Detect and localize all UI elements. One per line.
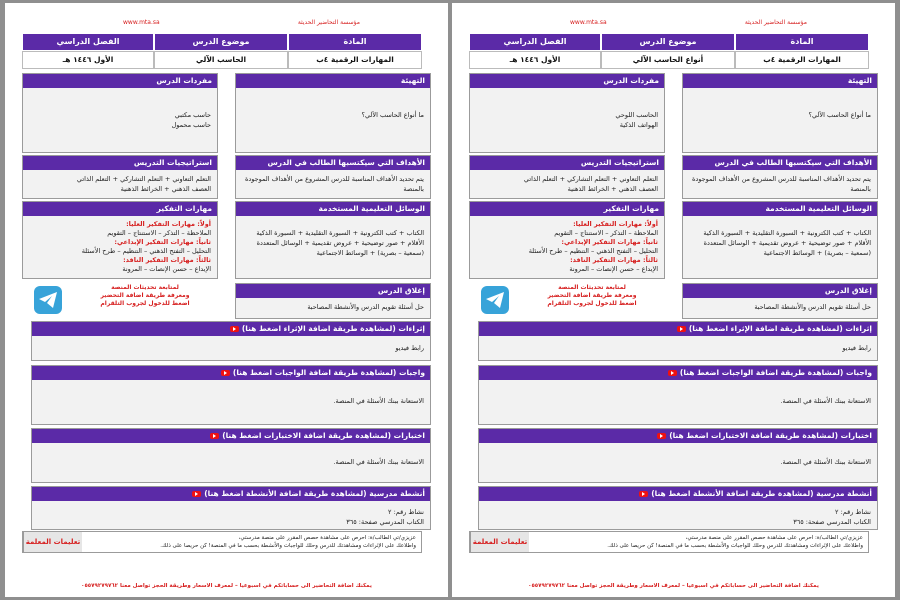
goals-box [682, 155, 878, 199]
homework-box [31, 365, 431, 425]
tests-link[interactable]: (لمشاهدة طريقة اضافة الاختبارات اضغط هنا) [669, 431, 839, 440]
enrich-box [31, 321, 431, 361]
top-line [452, 17, 895, 31]
enrich-box [478, 321, 878, 361]
strategies-box [22, 155, 218, 199]
homework-text: الاستعانة ببنك الأسئلة في المنصة. [333, 397, 424, 405]
tools-line: (سمعية – بصرية) + الوسائط الاجتماعية [763, 249, 871, 257]
tools-title: الوسائل التعليمية المستخدمة [236, 202, 430, 216]
goals-text: يتم تحديد الأهداف المناسبة للدرس المشروع من الأهداف الموجودة بالمنصة [691, 175, 871, 193]
top-line [5, 17, 448, 31]
youtube-icon[interactable] [221, 370, 230, 376]
activity-link[interactable]: (لمشاهدة طريقة اضافة الأنشطة اضغط هنا) [651, 489, 814, 498]
tests-text: الاستعانة ببنك الأسئلة في المنصة. [333, 458, 424, 466]
goals-box [235, 155, 431, 199]
term-header: الفصل الدراسي [469, 33, 601, 51]
intro-box [682, 73, 878, 153]
org-name: مؤسسة التحاضير الحديثة [297, 19, 360, 26]
strategies-line: التعلم التعاوني + التعلم التشاركي + التعلم الذاتي [523, 175, 658, 183]
subject-header: المادة [735, 33, 869, 51]
term-value: الأول ١٤٤٦ هـ [469, 51, 601, 69]
youtube-icon[interactable] [677, 326, 686, 332]
thinking-title: مهارات التفكير [23, 202, 217, 216]
telegram-icon[interactable] [481, 286, 509, 314]
tests-text: الاستعانة ببنك الأسئلة في المنصة. [780, 458, 871, 466]
youtube-icon[interactable] [657, 433, 666, 439]
vocab-item: الهواتف الذكية [619, 121, 658, 129]
enrich-bar [479, 322, 877, 336]
homework-bar [479, 366, 877, 380]
activity-line: الكتاب المدرسي صفحة: ٣٦٥ [793, 518, 871, 526]
info-table [469, 33, 869, 69]
closing-text: حل أسئلة تقويم الدرس والأنشطة المصاحبة [307, 303, 424, 311]
topic-header: موضوع الدرس [154, 33, 288, 51]
closing-box [682, 283, 878, 319]
activity-title: أنشطة مدرسية [369, 489, 425, 498]
subject-value: المهارات الرقمية ٤ب [288, 51, 422, 69]
vocab-item: الحاسب اللوحي [615, 111, 658, 119]
thinking-box [469, 201, 665, 279]
tools-line: الكتاب + كتب الكترونية + السبورة التقليدية + السبورة الذكية [703, 229, 871, 237]
closing-box [235, 283, 431, 319]
notes-line: واطلاعك على الإثراءات ومشاهدتك للدرس وحلك للواجبات والأنشطة بحسب ما في المنصة! كن حريصا على ذلك. [160, 543, 416, 549]
tools-line: (سمعية – بصرية) + الوسائط الاجتماعية [316, 249, 424, 257]
notes-label: تعليمات المعلمة [23, 532, 82, 552]
lesson-page-2 [452, 3, 895, 597]
topic-value: أنواع الحاسب الآلي [601, 51, 735, 69]
thinking-text: الملاحظة – التذكر – الاستنتاج – التقويم [107, 229, 211, 237]
thinking-box [22, 201, 218, 279]
activity-title: أنشطة مدرسية [816, 489, 872, 498]
teacher-notes [22, 531, 422, 553]
homework-box [478, 365, 878, 425]
tools-title: الوسائل التعليمية المستخدمة [683, 202, 877, 216]
term-value: الأول ١٤٤٦ هـ [22, 51, 154, 69]
closing-title: إغلاق الدرس [683, 284, 877, 298]
thinking-text: الإبداع – حسن الإنصات – المرونة [122, 265, 211, 273]
notes-line: واطلاعك على الإثراءات ومشاهدتك للدرس وحلك للواجبات والأنشطة بحسب ما في المنصة! كن حريصا على ذلك. [607, 543, 863, 549]
thinking-text: التحليل – التفتح الذهني – التنظيم – طرح الأسئلة [81, 247, 211, 255]
activity-line: الكتاب المدرسي صفحة: ٣٦٥ [346, 518, 424, 526]
teacher-notes [469, 531, 869, 553]
info-table [22, 33, 422, 69]
thinking-heading: ثالثاً: مهارات التفكير الناقد: [570, 256, 658, 264]
intro-box [235, 73, 431, 153]
tests-bar [32, 429, 430, 443]
telegram-text[interactable]: لمتابعة تحديثات المنصة ومعرفة طريقة اضافة التحضير اضغط للدخول لجروب التلقرام [100, 284, 190, 307]
tests-title: اختبارات [840, 431, 872, 440]
telegram-text[interactable]: لمتابعة تحديثات المنصة ومعرفة طريقة اضافة التحضير اضغط للدخول لجروب التلقرام [547, 284, 637, 307]
lesson-page-1 [5, 3, 448, 597]
strategies-title: استراتيجيات التدريس [470, 156, 664, 170]
strategies-line: التعلم التعاوني + التعلم التشاركي + التعلم الذاتي [76, 175, 211, 183]
activity-bar [479, 487, 877, 501]
strategies-line: العصف الذهني + الخرائط الذهنية [567, 185, 658, 193]
footer-note: يمكنك اضافة التحاضير الى حساباتكم في اسبوعيا – لمعرف الاسعار وطريقة الحجز تواصل معنا ٠٥٥٧٩٢٧٩٧٦٢ [528, 583, 819, 589]
thinking-text: الإبداع – حسن الإنصات – المرونة [569, 265, 658, 273]
subject-value: المهارات الرقمية ٤ب [735, 51, 869, 69]
youtube-icon[interactable] [668, 370, 677, 376]
vocab-box [469, 73, 665, 153]
vocab-item: حاسب محمول [171, 121, 211, 129]
tools-box [235, 201, 431, 279]
enrich-bar [32, 322, 430, 336]
telegram-promo[interactable] [469, 283, 669, 319]
site-link[interactable]: www.mta.sa [570, 19, 607, 26]
vocab-box [22, 73, 218, 153]
activity-link[interactable]: (لمشاهدة طريقة اضافة الأنشطة اضغط هنا) [204, 489, 367, 498]
vocab-title: مفردات الدرس [470, 74, 664, 88]
homework-title: واجبات [845, 368, 872, 377]
goals-text: يتم تحديد الأهداف المناسبة للدرس المشروع من الأهداف الموجودة بالمنصة [244, 175, 424, 193]
homework-link[interactable]: (لمشاهدة طريقة اضافة الواجبات اضغط هنا) [232, 368, 397, 377]
youtube-icon[interactable] [230, 326, 239, 332]
enrich-text: رابط فيديو [395, 344, 424, 352]
enrich-title: إثراءات [398, 324, 425, 333]
intro-title: التهيئة [236, 74, 430, 88]
activity-box [31, 486, 431, 530]
site-link[interactable]: www.mta.sa [123, 19, 160, 26]
telegram-icon[interactable] [34, 286, 62, 314]
activity-bar [32, 487, 430, 501]
topic-header: موضوع الدرس [601, 33, 735, 51]
strategies-box [469, 155, 665, 199]
notes-line: عزيزي/تي الطالب/ة: احرص على مشاهدة حصص المقرر على منصة مدرستي، [238, 535, 416, 541]
activity-box [478, 486, 878, 530]
thinking-title: مهارات التفكير [470, 202, 664, 216]
tests-link[interactable]: (لمشاهدة طريقة اضافة الاختبارات اضغط هنا) [222, 431, 392, 440]
enrich-link[interactable]: (لمشاهدة طريقة اضافة الإثراء اضغط هنا) [241, 324, 396, 333]
thinking-heading: أولاً: مهارات التفكير العليا: [573, 220, 658, 228]
tests-box [31, 428, 431, 483]
intro-title: التهيئة [683, 74, 877, 88]
enrich-link[interactable]: (لمشاهدة طريقة اضافة الإثراء اضغط هنا) [688, 324, 843, 333]
vocab-item: حاسب مكتبي [174, 111, 211, 119]
tests-box [478, 428, 878, 483]
homework-text: الاستعانة ببنك الأسئلة في المنصة. [780, 397, 871, 405]
thinking-heading: ثانياً: مهارات التفكير الإبداعي: [114, 238, 211, 246]
thinking-text: الملاحظة – التذكر – الاستنتاج – التقويم [554, 229, 658, 237]
strategies-title: استراتيجيات التدريس [23, 156, 217, 170]
tests-bar [479, 429, 877, 443]
notes-line: عزيزي/تي الطالب/ة: احرص على مشاهدة حصص المقرر على منصة مدرستي، [685, 535, 863, 541]
goals-title: الأهداف التي سيكتسبها الطالب في الدرس [236, 156, 430, 170]
homework-title: واجبات [398, 368, 425, 377]
goals-title: الأهداف التي سيكتسبها الطالب في الدرس [683, 156, 877, 170]
footer-note: يمكنك اضافة التحاضير الى حساباتكم في اسبوعيا – لمعرف الاسعار وطريقة الحجز تواصل معنا ٠٥٥٧٩٢٧٩٧٦٢ [81, 583, 372, 589]
intro-text: ما أنواع الحاسب الآلي؟ [361, 111, 424, 119]
activity-line: نشاط رقم: ٢ [835, 508, 871, 516]
tools-line: الأقلام + صور توضيحية + عروض تقديمية + الوسائل المتعددة [256, 239, 424, 247]
homework-bar [32, 366, 430, 380]
notes-label: تعليمات المعلمة [470, 532, 529, 552]
tools-line: الكتاب + كتب الكترونية + السبورة التقليدية + السبورة الذكية [256, 229, 424, 237]
tools-line: الأقلام + صور توضيحية + عروض تقديمية + الوسائل المتعددة [703, 239, 871, 247]
org-name: مؤسسة التحاضير الحديثة [744, 19, 807, 26]
activity-line: نشاط رقم: ٢ [388, 508, 424, 516]
youtube-icon[interactable] [639, 491, 648, 497]
tests-title: اختبارات [393, 431, 425, 440]
homework-link[interactable]: (لمشاهدة طريقة اضافة الواجبات اضغط هنا) [679, 368, 844, 377]
enrich-text: رابط فيديو [842, 344, 871, 352]
telegram-promo[interactable] [22, 283, 222, 319]
topic-value: الحاسب الآلي [154, 51, 288, 69]
youtube-icon[interactable] [210, 433, 219, 439]
enrich-title: إثراءات [845, 324, 872, 333]
strategies-line: العصف الذهني + الخرائط الذهنية [120, 185, 211, 193]
closing-title: إغلاق الدرس [236, 284, 430, 298]
youtube-icon[interactable] [192, 491, 201, 497]
term-header: الفصل الدراسي [22, 33, 154, 51]
subject-header: المادة [288, 33, 422, 51]
thinking-heading: ثانياً: مهارات التفكير الإبداعي: [561, 238, 658, 246]
closing-text: حل أسئلة تقويم الدرس والأنشطة المصاحبة [754, 303, 871, 311]
tools-box [682, 201, 878, 279]
thinking-text: التحليل – التفتح الذهني – التنظيم – طرح الأسئلة [528, 247, 658, 255]
thinking-heading: ثالثاً: مهارات التفكير الناقد: [123, 256, 211, 264]
thinking-heading: أولاً: مهارات التفكير العليا: [126, 220, 211, 228]
intro-text: ما أنواع الحاسب الآلي؟ [808, 111, 871, 119]
vocab-title: مفردات الدرس [23, 74, 217, 88]
